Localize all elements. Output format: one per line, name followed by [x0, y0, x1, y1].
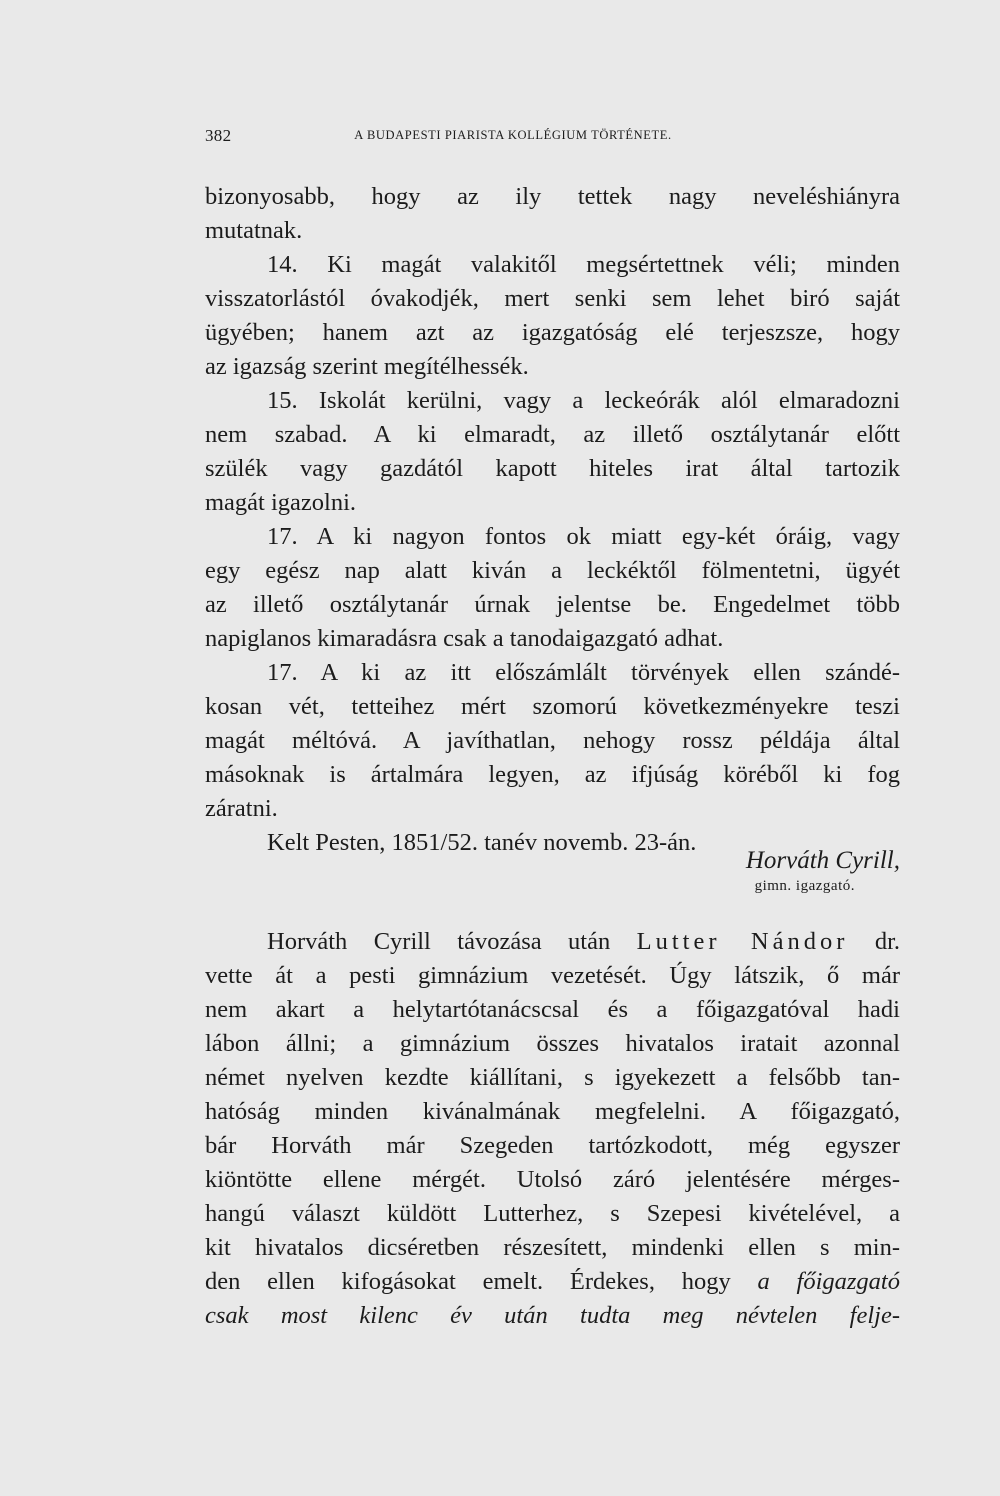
page-header	[205, 126, 905, 150]
text-line: magát igazolni.	[205, 489, 357, 516]
text-line: hangú választ küldött Lutterhez, s Szepesi kivételével, a	[205, 1200, 900, 1227]
running-title: A BUDAPESTI PIARISTA KOLLÉGIUM TÖRTÉNETE.	[354, 128, 672, 142]
text-line: német nyelven kezdte kiállítani, s igyekezett a felsőbb tan-	[205, 1064, 900, 1091]
text-line: bár Horváth már Szegeden tartózkodott, még egyszer	[205, 1132, 900, 1159]
rule-14-line: 14. Ki magát valakitől megsértettnek véli; minden	[267, 251, 900, 278]
rule-17-line: 17. A ki nagyon fontos ok miatt egy-két óráig, vagy	[267, 523, 900, 550]
text-line: kosan vét, tetteihez mért szomorú következményekre teszi	[205, 693, 900, 720]
text-line: hatóság minden kivánalmának megfelelni. A főigazgató,	[205, 1098, 900, 1125]
signature-name: Horváth Cyrill,	[745, 847, 900, 874]
narrative-text-block	[205, 925, 900, 1333]
text-line: egy egész nap alatt kiván a leckéktől fölmentetni, ügyét	[205, 557, 900, 584]
text-fragment: Horváth Cyrill távozása után	[267, 928, 611, 955]
text-fragment: den ellen kifogásokat emelt. Érdekes, hogy	[205, 1268, 731, 1295]
rules-text-block	[205, 180, 900, 860]
spaced-name: Lutter Nándor	[636, 928, 849, 955]
signature-title: gimn. igazgató.	[754, 878, 855, 894]
text-line: visszatorlástól óvakodjék, mert senki sem lehet biró saját	[205, 285, 900, 312]
text-line: kit hivatalos dicséretben részesített, mindenki ellen s min-	[205, 1234, 900, 1261]
text-line: vette át a pesti gimnázium vezetését. Úgy látszik, ő már	[205, 962, 900, 989]
text-line: ügyében; hanem azt az igazgatóság elé terjeszsze, hogy	[205, 319, 900, 346]
text-line: napiglanos kimaradásra csak a tanodaigazgató adhat.	[205, 625, 724, 652]
text-line: magát méltóvá. A javíthatlan, nehogy rossz példája által	[205, 727, 900, 754]
text-line: záratni.	[205, 795, 278, 822]
text-line: nem szabad. A ki elmaradt, az illető osztálytanár előtt	[205, 421, 900, 448]
text-line	[205, 925, 900, 959]
text-fragment: dr.	[874, 928, 901, 955]
text-line: lábon állni; a gimnázium összes hivatalos iratait azonnal	[205, 1030, 900, 1057]
date-line: Kelt Pesten, 1851/52. tanév novemb. 23-án.	[267, 829, 697, 856]
text-line: kiöntötte ellene mérgét. Utolsó záró jelentésére mérges-	[205, 1166, 900, 1193]
italic-fragment: a főigazgató	[757, 1268, 900, 1295]
text-line: mutatnak.	[205, 217, 303, 244]
text-line: az illető osztálytanár úrnak jelentse be. Engedelmet több	[205, 591, 900, 618]
text-line: szülék vagy gazdától kapott hiteles irat által tartozik	[205, 455, 900, 482]
page-number: 382	[205, 126, 232, 145]
rule-15-line: 15. Iskolát kerülni, vagy a leckeórák alól elmaradozni	[267, 387, 900, 414]
text-line: másoknak is ártalmára legyen, az ifjúság köréből ki fog	[205, 761, 900, 788]
rule-17b-line: 17. A ki az itt előszámlált törvények ellen szándé-	[267, 659, 900, 686]
text-line	[205, 1265, 900, 1299]
text-line: az igazság szerint megítélhessék.	[205, 353, 529, 380]
text-line: bizonyosabb, hogy az ily tettek nagy neveléshiányra	[205, 183, 900, 210]
italic-text-line: csak most kilenc év után tudta meg névtelen felje-	[205, 1302, 900, 1329]
text-line: nem akart a helytartótanácscsal és a főigazgatóval hadi	[205, 996, 900, 1023]
